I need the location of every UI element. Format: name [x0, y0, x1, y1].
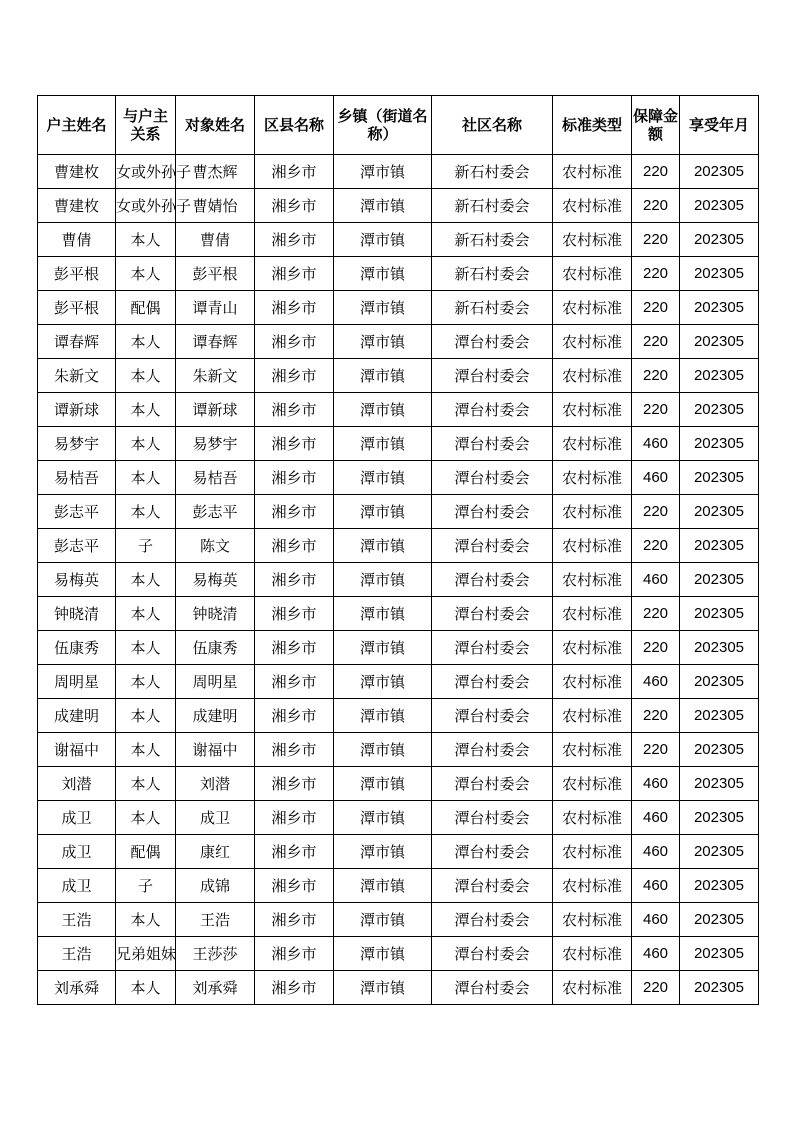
cell-county: 湘乡市 [255, 529, 334, 563]
cell-township: 潭市镇 [334, 291, 432, 325]
cell-householder-name: 易梅英 [38, 563, 116, 597]
cell-amount: 220 [632, 631, 680, 665]
cell-period: 202305 [680, 155, 759, 189]
header-householder-name: 户主姓名 [38, 96, 116, 155]
cell-community: 新石村委会 [432, 291, 553, 325]
cell-county: 湘乡市 [255, 971, 334, 1005]
cell-amount: 460 [632, 869, 680, 903]
cell-relation-text: 本人 [130, 979, 161, 997]
cell-standard-type: 农村标准 [553, 155, 632, 189]
cell-relation [116, 427, 176, 461]
cell-community: 潭台村委会 [432, 801, 553, 835]
cell-relation [116, 971, 176, 1005]
cell-relation [116, 529, 176, 563]
cell-period: 202305 [680, 291, 759, 325]
cell-county: 湘乡市 [255, 597, 334, 631]
cell-community: 潭台村委会 [432, 835, 553, 869]
cell-standard-type: 农村标准 [553, 597, 632, 631]
cell-township: 潭市镇 [334, 155, 432, 189]
cell-county: 湘乡市 [255, 665, 334, 699]
cell-amount: 220 [632, 325, 680, 359]
cell-recipient-name: 成锦 [176, 869, 255, 903]
cell-period: 202305 [680, 699, 759, 733]
cell-county: 湘乡市 [255, 767, 334, 801]
cell-relation [116, 563, 176, 597]
cell-standard-type: 农村标准 [553, 869, 632, 903]
table-row [38, 393, 759, 427]
cell-relation-text: 本人 [130, 673, 161, 691]
cell-relation [116, 359, 176, 393]
header-recipient-name: 对象姓名 [176, 96, 255, 155]
cell-township: 潭市镇 [334, 563, 432, 597]
cell-township: 潭市镇 [334, 495, 432, 529]
header-county: 区县名称 [255, 96, 334, 155]
cell-relation-text: 本人 [130, 741, 161, 759]
cell-county: 湘乡市 [255, 495, 334, 529]
cell-community: 潭台村委会 [432, 495, 553, 529]
cell-standard-type: 农村标准 [553, 835, 632, 869]
cell-recipient-name: 王浩 [176, 903, 255, 937]
cell-relation [116, 665, 176, 699]
cell-community: 潭台村委会 [432, 563, 553, 597]
cell-relation [116, 597, 176, 631]
cell-period: 202305 [680, 325, 759, 359]
cell-relation [116, 393, 176, 427]
cell-amount: 220 [632, 495, 680, 529]
cell-community: 潭台村委会 [432, 597, 553, 631]
cell-amount: 460 [632, 767, 680, 801]
cell-recipient-name: 谭新球 [176, 393, 255, 427]
cell-community: 潭台村委会 [432, 869, 553, 903]
cell-relation [116, 495, 176, 529]
cell-householder-name: 彭平根 [38, 291, 116, 325]
cell-householder-name: 彭平根 [38, 257, 116, 291]
cell-relation [116, 631, 176, 665]
cell-township: 潭市镇 [334, 325, 432, 359]
benefit-table [37, 95, 759, 1005]
cell-community: 潭台村委会 [432, 529, 553, 563]
cell-recipient-name: 曹婧怡 [176, 189, 255, 223]
cell-amount: 460 [632, 801, 680, 835]
cell-amount: 220 [632, 223, 680, 257]
header-township: 乡镇（街道名称） [334, 96, 432, 155]
cell-amount: 460 [632, 903, 680, 937]
cell-community: 潭台村委会 [432, 665, 553, 699]
cell-period: 202305 [680, 835, 759, 869]
cell-township: 潭市镇 [334, 699, 432, 733]
cell-amount: 220 [632, 291, 680, 325]
cell-township: 潭市镇 [334, 529, 432, 563]
cell-amount: 220 [632, 733, 680, 767]
cell-amount: 460 [632, 461, 680, 495]
table-row [38, 733, 759, 767]
cell-relation-text: 本人 [130, 639, 161, 657]
cell-recipient-name: 成卫 [176, 801, 255, 835]
cell-standard-type: 农村标准 [553, 291, 632, 325]
cell-householder-name: 易桔吾 [38, 461, 116, 495]
cell-amount: 460 [632, 665, 680, 699]
cell-relation [116, 767, 176, 801]
header-row [38, 96, 759, 155]
cell-standard-type: 农村标准 [553, 257, 632, 291]
cell-householder-name: 成卫 [38, 835, 116, 869]
cell-standard-type: 农村标准 [553, 223, 632, 257]
cell-period: 202305 [680, 631, 759, 665]
cell-period: 202305 [680, 869, 759, 903]
cell-county: 湘乡市 [255, 291, 334, 325]
cell-relation-text: 本人 [130, 911, 161, 929]
table-row [38, 563, 759, 597]
cell-community: 潭台村委会 [432, 733, 553, 767]
cell-county: 湘乡市 [255, 325, 334, 359]
cell-township: 潭市镇 [334, 767, 432, 801]
cell-period: 202305 [680, 971, 759, 1005]
cell-amount: 460 [632, 835, 680, 869]
cell-relation [116, 291, 176, 325]
cell-period: 202305 [680, 223, 759, 257]
table-row [38, 461, 759, 495]
cell-township: 潭市镇 [334, 189, 432, 223]
cell-householder-name: 王浩 [38, 937, 116, 971]
cell-township: 潭市镇 [334, 733, 432, 767]
cell-standard-type: 农村标准 [553, 563, 632, 597]
cell-county: 湘乡市 [255, 461, 334, 495]
cell-period: 202305 [680, 665, 759, 699]
cell-relation-text: 本人 [130, 435, 161, 453]
cell-standard-type: 农村标准 [553, 937, 632, 971]
cell-period: 202305 [680, 903, 759, 937]
cell-relation-text: 配偶 [130, 843, 161, 861]
cell-standard-type: 农村标准 [553, 733, 632, 767]
header-amount: 保障金额 [632, 96, 680, 155]
cell-householder-name: 曹建枚 [38, 189, 116, 223]
cell-county: 湘乡市 [255, 801, 334, 835]
header-community: 社区名称 [432, 96, 553, 155]
cell-householder-name: 谭新球 [38, 393, 116, 427]
cell-county: 湘乡市 [255, 631, 334, 665]
cell-amount: 220 [632, 189, 680, 223]
cell-township: 潭市镇 [334, 903, 432, 937]
cell-recipient-name: 陈文 [176, 529, 255, 563]
cell-period: 202305 [680, 801, 759, 835]
cell-amount: 220 [632, 699, 680, 733]
cell-householder-name: 成卫 [38, 801, 116, 835]
cell-recipient-name: 刘承舜 [176, 971, 255, 1005]
cell-amount: 220 [632, 597, 680, 631]
cell-householder-name: 曹倩 [38, 223, 116, 257]
cell-recipient-name: 钟晓清 [176, 597, 255, 631]
cell-relation-text: 本人 [130, 333, 161, 351]
cell-recipient-name: 周明星 [176, 665, 255, 699]
cell-county: 湘乡市 [255, 155, 334, 189]
cell-community: 潭台村委会 [432, 427, 553, 461]
cell-relation [116, 699, 176, 733]
cell-township: 潭市镇 [334, 359, 432, 393]
cell-relation [116, 189, 192, 223]
cell-householder-name: 谢福中 [38, 733, 116, 767]
cell-standard-type: 农村标准 [553, 461, 632, 495]
cell-recipient-name: 刘潜 [176, 767, 255, 801]
cell-recipient-name: 彭平根 [176, 257, 255, 291]
cell-period: 202305 [680, 393, 759, 427]
cell-community: 潭台村委会 [432, 903, 553, 937]
cell-county: 湘乡市 [255, 223, 334, 257]
cell-township: 潭市镇 [334, 937, 432, 971]
cell-householder-name: 易梦宇 [38, 427, 116, 461]
cell-standard-type: 农村标准 [553, 325, 632, 359]
cell-amount: 460 [632, 427, 680, 461]
cell-recipient-name: 谭春辉 [176, 325, 255, 359]
cell-community: 潭台村委会 [432, 699, 553, 733]
cell-period: 202305 [680, 733, 759, 767]
cell-standard-type: 农村标准 [553, 529, 632, 563]
header-relation: 与户主关系 [116, 96, 176, 155]
cell-township: 潭市镇 [334, 597, 432, 631]
header-standard-type: 标准类型 [553, 96, 632, 155]
cell-community: 潭台村委会 [432, 359, 553, 393]
cell-period: 202305 [680, 257, 759, 291]
cell-relation-text: 子 [137, 537, 153, 555]
cell-county: 湘乡市 [255, 563, 334, 597]
table-body [38, 155, 759, 1005]
cell-recipient-name: 易桔吾 [176, 461, 255, 495]
table-row [38, 971, 759, 1005]
table-row [38, 903, 759, 937]
table-row [38, 189, 759, 223]
cell-relation-text: 本人 [130, 605, 161, 623]
cell-standard-type: 农村标准 [553, 393, 632, 427]
cell-amount: 220 [632, 529, 680, 563]
cell-relation [116, 155, 192, 189]
cell-relation-text: 女或外孙子 [116, 163, 192, 181]
cell-community: 新石村委会 [432, 189, 553, 223]
table-row [38, 597, 759, 631]
table-row [38, 427, 759, 461]
cell-householder-name: 钟晓清 [38, 597, 116, 631]
table-row [38, 631, 759, 665]
cell-relation [116, 869, 176, 903]
table-row [38, 767, 759, 801]
cell-relation-text: 本人 [130, 265, 161, 283]
cell-standard-type: 农村标准 [553, 631, 632, 665]
cell-householder-name: 成建明 [38, 699, 116, 733]
table-row [38, 325, 759, 359]
cell-recipient-name: 康红 [176, 835, 255, 869]
cell-relation [116, 835, 176, 869]
table-row [38, 801, 759, 835]
cell-township: 潭市镇 [334, 257, 432, 291]
cell-county: 湘乡市 [255, 869, 334, 903]
cell-period: 202305 [680, 427, 759, 461]
cell-period: 202305 [680, 189, 759, 223]
cell-township: 潭市镇 [334, 631, 432, 665]
cell-standard-type: 农村标准 [553, 189, 632, 223]
cell-relation [116, 733, 176, 767]
cell-relation-text: 配偶 [130, 299, 161, 317]
cell-township: 潭市镇 [334, 665, 432, 699]
cell-recipient-name: 谭青山 [176, 291, 255, 325]
cell-relation [116, 257, 176, 291]
cell-householder-name: 谭春辉 [38, 325, 116, 359]
table-row [38, 665, 759, 699]
table-row [38, 937, 759, 971]
cell-period: 202305 [680, 359, 759, 393]
table-row [38, 495, 759, 529]
cell-community: 潭台村委会 [432, 767, 553, 801]
cell-householder-name: 曹建枚 [38, 155, 116, 189]
cell-standard-type: 农村标准 [553, 665, 632, 699]
cell-period: 202305 [680, 461, 759, 495]
cell-community: 新石村委会 [432, 155, 553, 189]
cell-householder-name: 刘承舜 [38, 971, 116, 1005]
cell-period: 202305 [680, 597, 759, 631]
cell-period: 202305 [680, 529, 759, 563]
cell-relation-text: 本人 [130, 707, 161, 725]
cell-relation-text: 本人 [130, 503, 161, 521]
cell-relation [116, 223, 176, 257]
cell-standard-type: 农村标准 [553, 495, 632, 529]
cell-standard-type: 农村标准 [553, 903, 632, 937]
cell-recipient-name: 谢福中 [176, 733, 255, 767]
table-row [38, 291, 759, 325]
table-row [38, 835, 759, 869]
cell-amount: 220 [632, 393, 680, 427]
cell-relation-text: 本人 [130, 367, 161, 385]
cell-householder-name: 伍康秀 [38, 631, 116, 665]
cell-community: 潭台村委会 [432, 971, 553, 1005]
cell-recipient-name: 易梅英 [176, 563, 255, 597]
cell-relation [116, 325, 176, 359]
cell-householder-name: 王浩 [38, 903, 116, 937]
table-row [38, 223, 759, 257]
cell-standard-type: 农村标准 [553, 699, 632, 733]
cell-standard-type: 农村标准 [553, 767, 632, 801]
cell-community: 新石村委会 [432, 223, 553, 257]
cell-township: 潭市镇 [334, 971, 432, 1005]
cell-community: 潭台村委会 [432, 631, 553, 665]
cell-county: 湘乡市 [255, 903, 334, 937]
cell-township: 潭市镇 [334, 461, 432, 495]
cell-standard-type: 农村标准 [553, 801, 632, 835]
cell-relation-text: 本人 [130, 401, 161, 419]
cell-relation-text: 本人 [130, 775, 161, 793]
cell-relation-text: 本人 [130, 809, 161, 827]
cell-amount: 460 [632, 563, 680, 597]
cell-recipient-name: 曹倩 [176, 223, 255, 257]
header-period: 享受年月 [680, 96, 759, 155]
cell-amount: 460 [632, 937, 680, 971]
cell-township: 潭市镇 [334, 801, 432, 835]
table-row [38, 699, 759, 733]
cell-amount: 220 [632, 971, 680, 1005]
cell-community: 潭台村委会 [432, 325, 553, 359]
cell-township: 潭市镇 [334, 427, 432, 461]
cell-recipient-name: 伍康秀 [176, 631, 255, 665]
cell-householder-name: 彭志平 [38, 495, 116, 529]
cell-county: 湘乡市 [255, 699, 334, 733]
table-row [38, 257, 759, 291]
cell-township: 潭市镇 [334, 393, 432, 427]
cell-relation-text: 子 [137, 877, 153, 895]
cell-amount: 220 [632, 359, 680, 393]
cell-relation [116, 461, 176, 495]
cell-county: 湘乡市 [255, 257, 334, 291]
cell-householder-name: 周明星 [38, 665, 116, 699]
cell-community: 新石村委会 [432, 257, 553, 291]
cell-county: 湘乡市 [255, 937, 334, 971]
cell-township: 潭市镇 [334, 835, 432, 869]
cell-amount: 220 [632, 257, 680, 291]
cell-amount: 220 [632, 155, 680, 189]
cell-standard-type: 农村标准 [553, 971, 632, 1005]
cell-householder-name: 朱新文 [38, 359, 116, 393]
cell-community: 潭台村委会 [432, 937, 553, 971]
table-row [38, 359, 759, 393]
cell-township: 潭市镇 [334, 223, 432, 257]
cell-community: 潭台村委会 [432, 393, 553, 427]
cell-recipient-name: 彭志平 [176, 495, 255, 529]
cell-period: 202305 [680, 937, 759, 971]
cell-relation-text: 本人 [130, 469, 161, 487]
cell-standard-type: 农村标准 [553, 359, 632, 393]
cell-county: 湘乡市 [255, 359, 334, 393]
cell-relation [116, 801, 176, 835]
cell-community: 潭台村委会 [432, 461, 553, 495]
cell-recipient-name: 曹杰辉 [176, 155, 255, 189]
table-row [38, 869, 759, 903]
cell-recipient-name: 易梦宇 [176, 427, 255, 461]
cell-county: 湘乡市 [255, 393, 334, 427]
cell-relation [116, 937, 176, 971]
cell-period: 202305 [680, 767, 759, 801]
cell-relation-text: 本人 [130, 571, 161, 589]
cell-period: 202305 [680, 563, 759, 597]
cell-recipient-name: 朱新文 [176, 359, 255, 393]
table-row [38, 529, 759, 563]
cell-householder-name: 彭志平 [38, 529, 116, 563]
cell-householder-name: 刘潜 [38, 767, 116, 801]
table-row [38, 155, 759, 189]
cell-county: 湘乡市 [255, 733, 334, 767]
cell-recipient-name: 成建明 [176, 699, 255, 733]
cell-county: 湘乡市 [255, 835, 334, 869]
cell-county: 湘乡市 [255, 427, 334, 461]
cell-relation [116, 903, 176, 937]
cell-recipient-name: 王莎莎 [176, 937, 255, 971]
cell-county: 湘乡市 [255, 189, 334, 223]
cell-relation-text: 女或外孙子 [116, 197, 192, 215]
cell-householder-name: 成卫 [38, 869, 116, 903]
cell-relation-text: 兄弟姐妹 [116, 945, 177, 963]
cell-standard-type: 农村标准 [553, 427, 632, 461]
cell-relation-text: 本人 [130, 231, 161, 249]
cell-period: 202305 [680, 495, 759, 529]
cell-township: 潭市镇 [334, 869, 432, 903]
